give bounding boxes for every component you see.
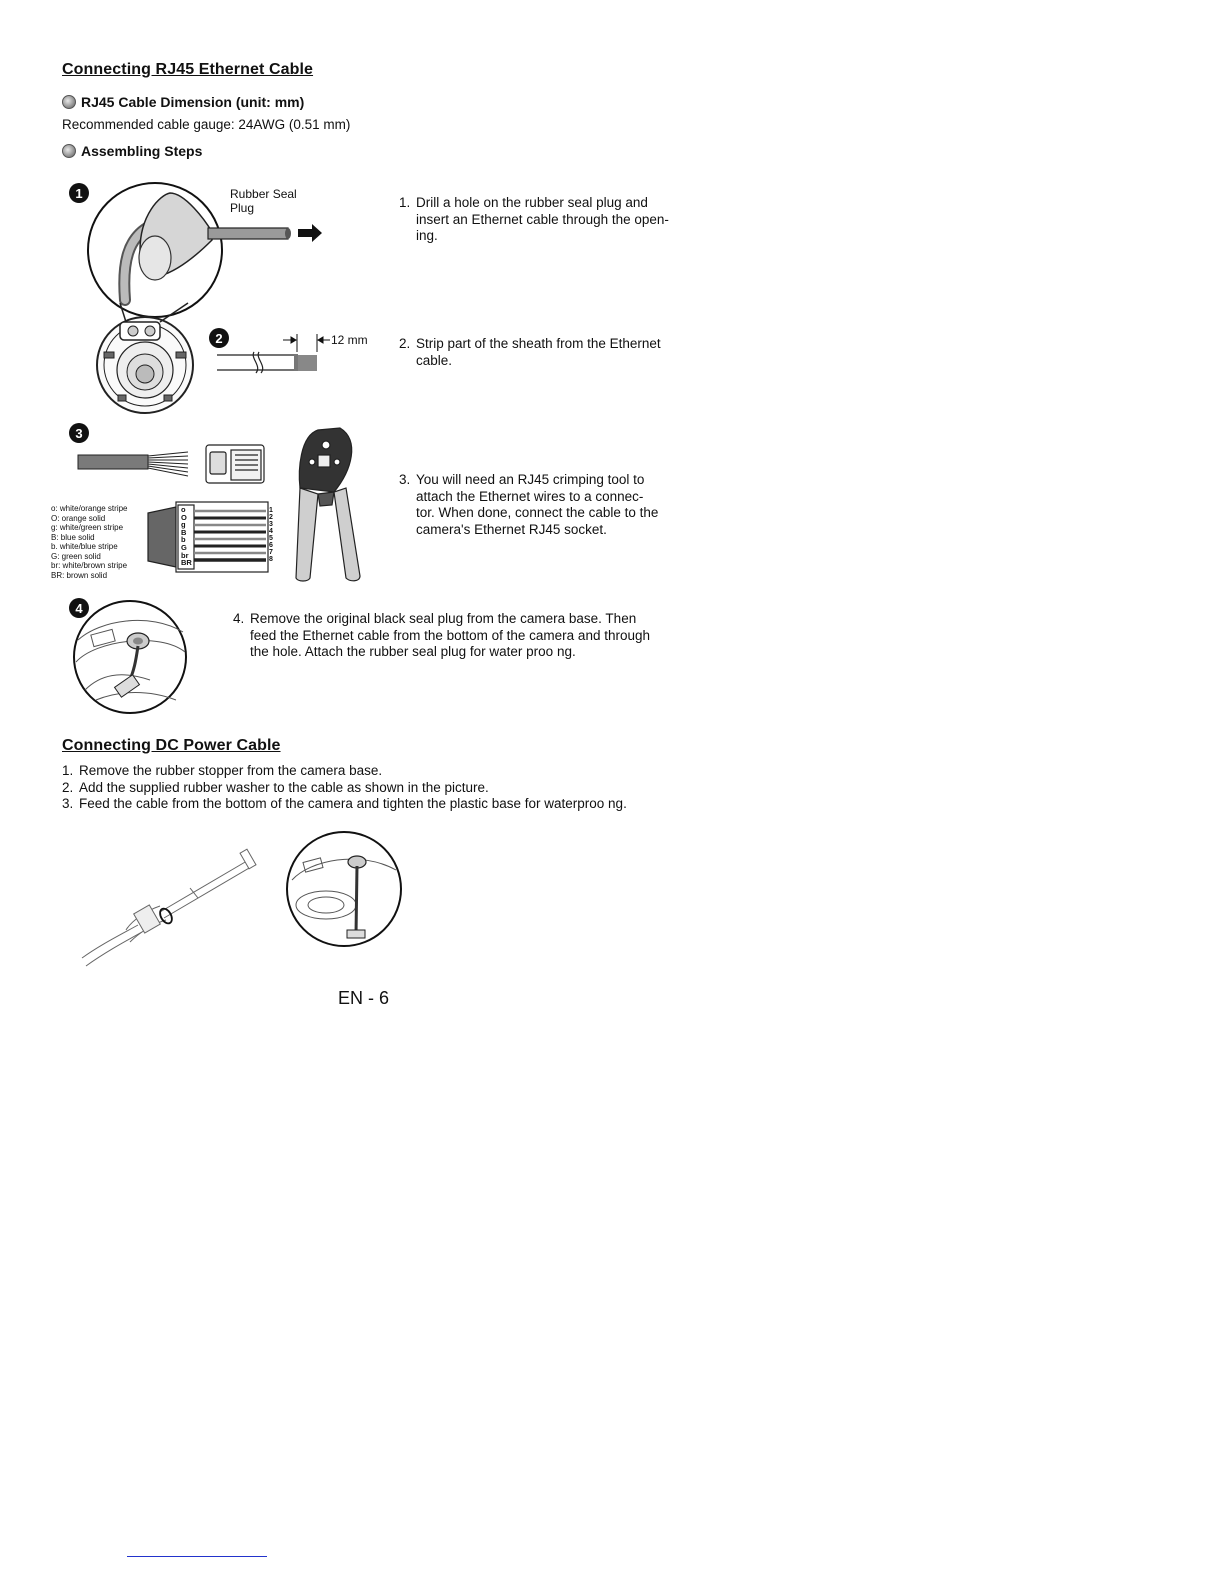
step-text: Add the supplied rubber washer to the cable as shown in the picture. — [79, 779, 489, 795]
pin-numbers — [269, 507, 273, 563]
legend-entry: O: orange solid — [51, 513, 106, 523]
legend-entry: B: blue solid — [51, 532, 95, 542]
pin-letter: b — [181, 535, 186, 545]
rubber-seal-label-line2: Plug — [230, 201, 255, 215]
pin-letter: br — [181, 550, 189, 560]
pin-letter: g — [181, 520, 186, 530]
step-line: Strip part of the sheath from the Ethernet — [416, 336, 661, 351]
step-line: camera's Ethernet RJ45 socket. — [416, 521, 607, 537]
subheading-steps-text: Assembling Steps — [81, 143, 203, 159]
cable-gauge-text: Recommended cable gauge: 24AWG (0.51 mm) — [62, 117, 351, 132]
bullet-icon — [62, 95, 76, 109]
pin-letter: G — [181, 542, 187, 552]
section-title-rj45: Connecting RJ45 Ethernet Cable — [62, 61, 314, 78]
camera-base — [97, 317, 193, 413]
ethernet-cable — [208, 228, 288, 239]
assembly-step-4 — [233, 611, 650, 661]
step-line: Remove the original black seal plug from the camera base. Then — [250, 611, 637, 626]
step-line: feed the Ethernet cable from the bottom of the camera and through — [250, 627, 650, 643]
subheading-dimension-text: RJ45 Cable Dimension (unit: mm) — [81, 94, 305, 110]
assembly-step-1 — [399, 195, 669, 245]
step-number: 3. — [62, 796, 74, 811]
step-line: attach the Ethernet wires to a connec- — [416, 488, 644, 504]
arrow-right-icon — [298, 224, 322, 242]
step-text: Feed the cable from the bottom of the camera and tighten the plastic base for waterproo ng. — [79, 796, 627, 811]
strip-length-label: 12 mm — [331, 333, 368, 347]
pin-letter: O — [181, 512, 187, 522]
dc-power-steps — [62, 763, 627, 813]
rubber-seal-label-line1: Rubber Seal — [230, 187, 297, 201]
pin-letter: B — [181, 527, 187, 537]
pin-letters — [181, 506, 192, 567]
page-number: EN - 6 — [338, 988, 390, 1008]
step-line: the hole. Attach the rubber seal plug for water proo ng. — [250, 644, 576, 659]
step-number: 4. — [233, 611, 245, 626]
section-title-dc-power: Connecting DC Power Cable — [62, 737, 281, 754]
pin-number: 6 — [269, 542, 273, 549]
pin-number: 8 — [269, 556, 273, 563]
subheading-dimension — [62, 94, 304, 110]
step-badge-1: 1 — [69, 183, 89, 203]
pin-letter: BR — [181, 558, 192, 568]
pin-number: 3 — [269, 521, 273, 528]
dc-step — [62, 763, 627, 780]
pin-number: 1 — [269, 507, 273, 514]
exposed-wires — [298, 356, 317, 370]
crimping-tool — [296, 428, 360, 581]
legend-entry: b. white/blue stripe — [51, 542, 118, 551]
rubber-seal-label — [230, 187, 297, 215]
assembly-step-2 — [399, 336, 661, 369]
step-number: 2. — [62, 779, 74, 795]
step-number: 1. — [62, 763, 74, 778]
assembly-step-3 — [399, 472, 658, 538]
step-line: cable. — [416, 352, 453, 368]
legend-entry: g: white/green stripe — [51, 523, 124, 532]
pin-number: 7 — [269, 549, 273, 556]
legend-entry: BR: brown solid — [51, 570, 108, 580]
step-line: tor. When done, connect the cable to the — [416, 505, 659, 520]
step-number: 1. — [399, 195, 411, 210]
bullet-icon — [62, 144, 76, 158]
pin-number: 5 — [269, 535, 273, 542]
pin-number: 4 — [269, 528, 273, 535]
legend-entry: br: white/brown stripe — [51, 561, 128, 570]
step-line: insert an Ethernet cable through the open- — [416, 211, 669, 227]
step-badge-2: 2 — [209, 328, 229, 348]
pin-letter: o — [181, 505, 186, 514]
dimension-marker — [283, 334, 330, 352]
step-badge-3: 3 — [69, 423, 89, 443]
step-badge-4: 4 — [69, 598, 89, 618]
subheading-steps — [62, 143, 202, 159]
step-number: 2. — [399, 336, 411, 351]
step-line: Drill a hole on the rubber seal plug and — [416, 195, 648, 210]
dc-step — [62, 780, 627, 797]
step-line: You will need an RJ45 crimping tool to — [416, 472, 645, 487]
power-cable-washer-illustration — [0, 0, 1, 1]
step-number: 3. — [399, 472, 411, 487]
stripped-cable — [78, 455, 148, 469]
wire-color-legend — [51, 504, 128, 580]
dc-step — [62, 796, 627, 813]
step-line: ing. — [416, 228, 438, 243]
legend-entry: o: white/orange stripe — [51, 504, 128, 513]
legend-entry: G: green solid — [51, 551, 101, 561]
footnote-rule — [127, 1556, 267, 1557]
step-text: Remove the rubber stopper from the camera base. — [79, 763, 383, 778]
wiring-diagram — [148, 502, 268, 572]
rj45-connector — [206, 445, 264, 483]
pin-number: 2 — [269, 514, 273, 521]
